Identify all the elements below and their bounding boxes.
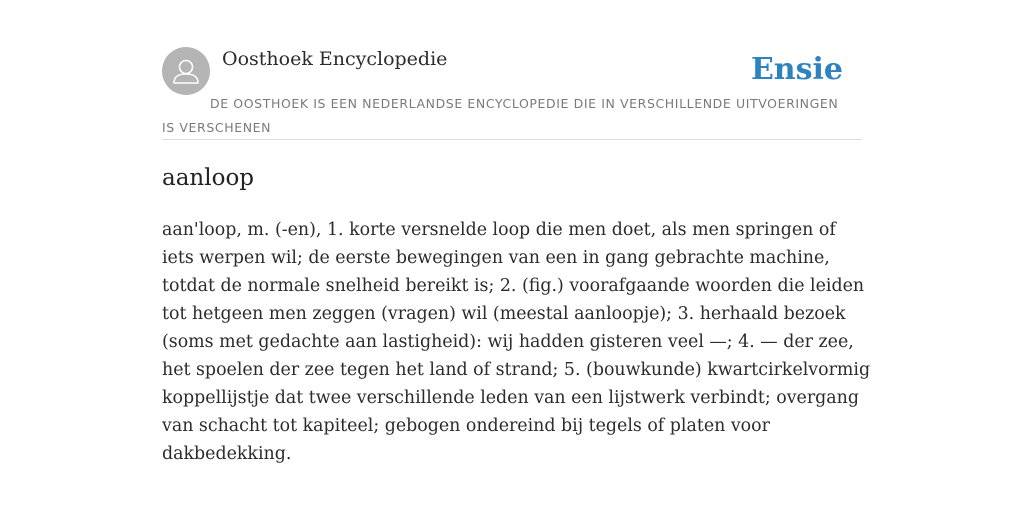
source-name[interactable]: Oosthoek Encyclopedie xyxy=(222,48,448,70)
user-placeholder-icon[interactable] xyxy=(162,47,210,95)
entry-title: aanloop xyxy=(162,165,255,191)
entry-definition: aan'loop, m. (-en), 1. korte versnelde loop die men doet, als men springen of iets werpen wil; de eerste bewegingen van een in gang gebrachte machine, totdat de normale snelheid bereikt is; 2. (fig.) voorafgaande woorden die leiden tot hetgeen men zeggen (vragen) wil (meestal aanloopje); 3. herhaald bezoek (soms met gedachte aan lastigheid): wij hadden gisteren veel —; 4. — der zee, het spoelen der zee tegen het land of strand; 5. (bouwkunde) kwartcirkelvormig koppellijstje dat twee verschillende leden van een lijstwerk verbindt; overgang van schacht tot kapiteel; gebogen ondereind bij tegels of platen voor dakbedekking. xyxy=(162,220,871,464)
source-header xyxy=(162,46,862,140)
brand-logo[interactable]: Ensie xyxy=(750,52,843,87)
source-description: DE OOSTHOEK IS EEN NEDERLANDSE ENCYCLOPEDIE DIE IN VERSCHILLENDE UITVOERINGEN IS VERSCHENEN xyxy=(162,96,839,135)
